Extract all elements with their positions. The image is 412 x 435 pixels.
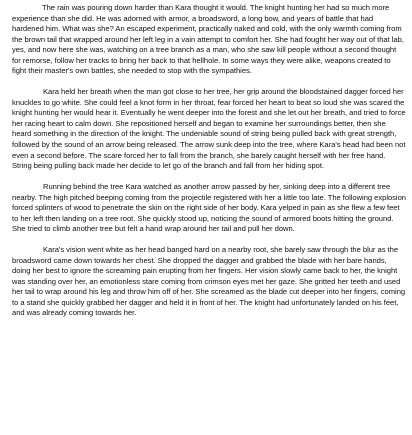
paragraph-4: Kara's vision went white as her head banged hard on a nearby root, she barely saw through the blur as the broadsword came down towards her chest. She dropped the dagger and grabbed the blade with her bare hands, doing her best to ignore the screaming pain erupting from her fingers. Her vision slowly came back to her, the knight was standing over her, an emotionless stare coming from crimson eyes met her gaze. She gritted her teeth and used her tail to wrap around his leg and throw him off of her. She screamed as the blade cut deeper into her fingers, coming to a stand she quickly grabbed her dagger and held it in front of her. The knight had unfortunately landed on his feet, and was already coming towards her. (12, 245, 406, 318)
paragraph-2: Kara held her breath when the man got close to her tree, her grip around the bloodstained dagger forced her knuckles to go white. She could feel a knot form in her throat, fear forced her heart to beat so loud she was scared the knight hunting her would hear it. Eventually he went deeper into the forest and she let out her breath, and tried to force her racing heart to calm down. She repositioned herself and began to examine her surroundings better, then she heard something in the direction of the knight. The undeniable sound of string being pulled back with great strength, followed by the sound of an arrow being released. The arrow sunk deep into the tree, where Kara's head had been not even a second before. The scare forced her to fall from the branch, she barely caught herself with her free hand. String being pulling back made her decide to let go of the branch and fall from her hiding spot. (12, 87, 406, 171)
paragraph-1: The rain was pouring down harder than Kara thought it would. The knight hunting her had so much more experience than she did. He was adorned with armor, a broadsword, a long bow, and years of battle that had hardened him. What was she? An escaped experiment, practically naked and cold, with the only warmth coming from the brown tail that wrapped around her left leg in a vain attempt to comfort her. She had fought her way out of that lab, yes, and now here she was, watching on a tree branch as a man, who she saw kill people without a second thought for remorse, follow her tracks to bring her back to that hellhole. In some ways they were alike, weapons created to fight their master's own battles, she needed to stop with the sympathies. (12, 3, 404, 76)
paragraph-3: Running behind the tree Kara watched as another arrow passed by her, sinking deep into a different tree nearby. The high pitched beeping coming from the projectile registered with her a little too late. The following explosion forced splinters of wood to penetrate the skin on the right side of her body. Kara yelped in pain as she flew a few feet to her left then landing on a tree root. She quickly stood up, noticing the sound of armored boots hitting the ground. She tried to climb another tree but felt a hand wrap around her tail and pull her down. (12, 181, 406, 234)
